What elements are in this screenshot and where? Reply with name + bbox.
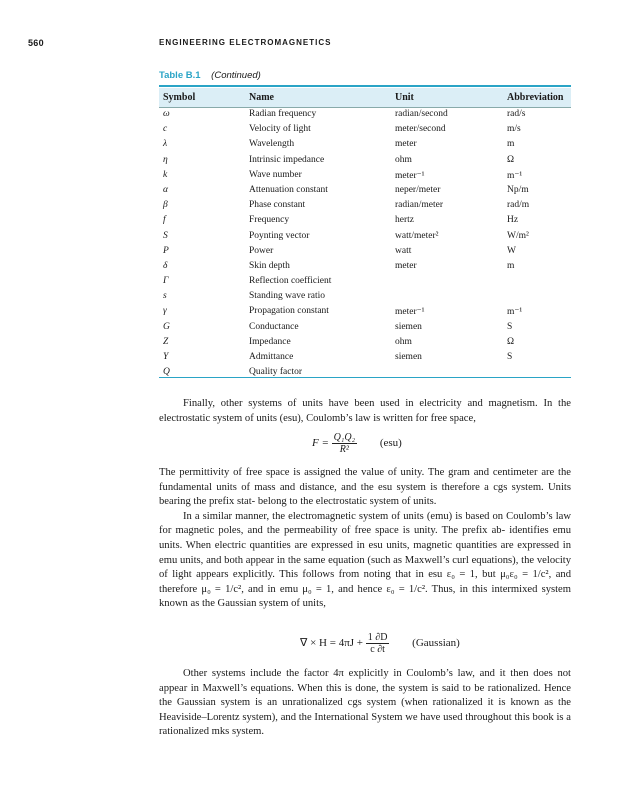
cell-symbol: γ <box>163 306 167 317</box>
cell-name: Frequency <box>249 215 290 226</box>
cell-unit: neper/meter <box>395 184 441 195</box>
page-number: 560 <box>28 38 44 48</box>
cell-abbreviation: Np/m <box>507 184 529 195</box>
cell-symbol: S <box>163 230 168 241</box>
cell-name: Wave number <box>249 169 302 180</box>
cell-unit: meter/second <box>395 124 446 135</box>
table-row <box>159 214 571 229</box>
eq2-lhs: ∇ × H = 4πJ + <box>300 637 363 650</box>
cell-symbol: f <box>163 215 166 226</box>
equation-gaussian <box>300 632 460 655</box>
cell-name: Intrinsic impedance <box>249 154 325 165</box>
cell-symbol: Q <box>163 367 170 378</box>
cell-abbreviation: Hz <box>507 215 519 226</box>
cell-abbreviation: S <box>507 321 513 332</box>
table-row <box>159 245 571 260</box>
cell-symbol: η <box>163 154 168 165</box>
cell-symbol: G <box>163 321 170 332</box>
cell-symbol: Z <box>163 336 169 347</box>
eq2-denominator: c ∂t <box>370 644 385 655</box>
col-name: Name <box>249 92 274 103</box>
table-row <box>159 108 571 123</box>
paragraph-4 <box>159 667 571 740</box>
paragraph-1 <box>159 397 571 426</box>
table-row <box>159 336 571 351</box>
cell-symbol: λ <box>163 139 168 150</box>
table-row <box>159 230 571 245</box>
eq1-tag: (esu) <box>379 437 402 450</box>
cell-symbol: k <box>163 169 168 180</box>
cell-symbol: ω <box>163 109 170 119</box>
cell-symbol: δ <box>163 260 168 271</box>
cell-name: Conductance <box>249 321 299 332</box>
cell-name: Admittance <box>249 352 294 362</box>
cell-name: Poynting vector <box>249 230 310 241</box>
cell-name: Standing wave ratio <box>249 291 325 302</box>
cell-abbreviation: m/s <box>507 124 521 135</box>
cell-abbreviation: W <box>507 245 516 256</box>
paragraph-2-text: The permittivity of free space is assigned the value of unity. The gram and centimeter are the fundamental units of mass and distance, and the esu system is therefore a cgs system. Units bearing the prefix stat- belong to the electrostatic system of units. <box>159 467 571 508</box>
table-row <box>159 321 571 336</box>
cell-unit: siemen <box>395 352 422 362</box>
table-row <box>159 305 571 320</box>
cell-symbol: P <box>163 245 169 256</box>
table-row <box>159 154 571 169</box>
cell-unit: meter⁻¹ <box>395 170 425 181</box>
eq1-denominator: R² <box>339 444 349 455</box>
eq1-fraction <box>332 432 357 455</box>
cell-symbol: β <box>163 200 168 211</box>
cell-unit: radian/meter <box>395 200 444 211</box>
table-row <box>159 169 571 184</box>
cell-unit: meter⁻¹ <box>395 307 425 318</box>
cell-symbol: Y <box>163 352 169 362</box>
cell-name: Propagation constant <box>249 306 329 317</box>
cell-abbreviation: rad/m <box>507 200 530 211</box>
cell-unit: meter <box>395 139 417 150</box>
cell-unit: watt <box>395 245 412 256</box>
table-row <box>159 290 571 305</box>
table-row <box>159 351 571 366</box>
page-header <box>28 38 588 52</box>
table-row <box>159 184 571 199</box>
cell-unit: ohm <box>395 154 412 165</box>
eq2-numerator: 1 ∂D <box>367 632 388 643</box>
table-caption <box>159 70 261 81</box>
table-label: Table B.1 <box>159 70 201 81</box>
cell-abbreviation: S <box>507 352 513 362</box>
cell-abbreviation: W/m² <box>507 230 529 241</box>
cell-abbreviation: m <box>507 139 515 150</box>
paragraph-4-text: Other systems include the factor 4π explicitly in Coulomb’s law, and it then does not appear in Maxwell’s equations. When this is done, the system is said to be rationalized. Hence the Gaussian system is an unrationalized cgs system (when rationalized it is known as the Heaviside–Lorentz system), and the International System we have used throughout this book is a rationalized mks system. <box>159 668 571 738</box>
cell-name: Radian frequency <box>249 109 317 119</box>
paragraph-3-text: In a similar manner, the electromagnetic system of units (emu) is based on Coulomb’s law for magnetic poles, and the permeability of free space is unity. The prefix ab- identifies emu units. When electric quantities are expressed in esu units, magnetic quantities are expressed in emu units, and both appear in the same equation (such as Maxwell’s curl equations), the velocity of light appears explicitly. This follows from noting that in esu ε₀ = 1, but μ₀ε₀ = 1/c², and therefore μ₀ = 1/c², and in emu μ₀ = 1, and hence ε₀ = 1/c². Thus, in this intermixed system known as the Gaussian system of units, <box>159 510 571 610</box>
cell-symbol: α <box>163 184 168 195</box>
cell-name: Power <box>249 245 274 256</box>
eq2-tag: (Gaussian) <box>412 637 460 650</box>
cell-abbreviation: Ω <box>507 336 515 347</box>
cell-name: Reflection coefficient <box>249 276 332 287</box>
table-row <box>159 260 571 275</box>
table-continued: (Continued) <box>211 70 261 81</box>
cell-unit: watt/meter² <box>395 230 439 241</box>
eq1-lhs: F = <box>312 437 329 450</box>
col-abbreviation: Abbreviation <box>507 92 564 103</box>
table-body <box>159 108 571 381</box>
table-row <box>159 138 571 153</box>
paragraph-2 <box>159 466 571 612</box>
table-row <box>159 275 571 290</box>
table-header <box>159 88 571 108</box>
table-row <box>159 123 571 138</box>
table-bottom-rule <box>159 377 571 378</box>
cell-name: Attenuation constant <box>249 184 328 195</box>
cell-name: Phase constant <box>249 200 306 211</box>
col-unit: Unit <box>395 92 414 103</box>
cell-name: Impedance <box>249 336 291 347</box>
cell-symbol: s <box>163 291 167 302</box>
cell-abbreviation: m <box>507 260 515 271</box>
cell-unit: meter <box>395 260 417 271</box>
table-row <box>159 366 571 381</box>
cell-symbol: Γ <box>163 276 169 287</box>
cell-abbreviation: m⁻¹ <box>507 170 523 181</box>
cell-unit: hertz <box>395 215 414 226</box>
eq2-fraction <box>366 632 390 655</box>
equation-esu <box>312 432 402 455</box>
cell-symbol: c <box>163 124 168 135</box>
cell-name: Skin depth <box>249 260 290 271</box>
table-top-rule <box>159 85 571 87</box>
cell-abbreviation: Ω <box>507 154 515 165</box>
cell-name: Wavelength <box>249 139 295 150</box>
paragraph-1-text: Finally, other systems of units have been used in electricity and magnetism. In the electrostatic system of units (esu), Coulomb’s law is written for free space, <box>159 398 571 424</box>
running-title: ENGINEERING ELECTROMAGNETICS <box>159 38 332 47</box>
table-row <box>159 199 571 214</box>
col-symbol: Symbol <box>163 92 196 103</box>
cell-abbreviation: m⁻¹ <box>507 307 523 318</box>
cell-abbreviation: rad/s <box>507 109 526 119</box>
cell-name: Quality factor <box>249 367 303 378</box>
cell-unit: ohm <box>395 336 412 347</box>
cell-unit: radian/second <box>395 109 448 119</box>
cell-unit: siemen <box>395 321 422 332</box>
cell-name: Velocity of light <box>249 124 311 135</box>
eq1-numerator: Q₁Q₂ <box>333 432 356 443</box>
